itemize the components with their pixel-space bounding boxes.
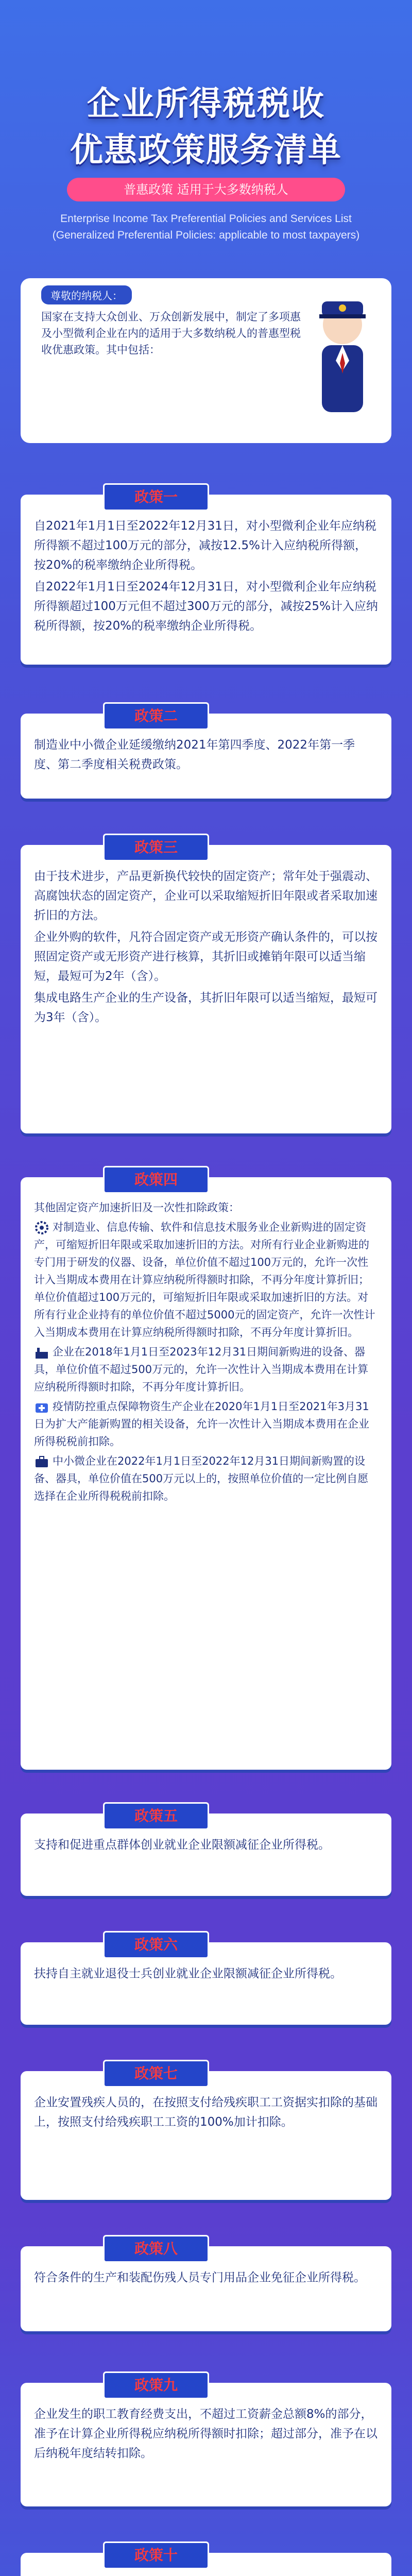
english-title-line1: Enterprise Income Tax Preferential Policies and Services List <box>60 213 352 225</box>
policy-text: 集成电路生产企业的生产设备，其折旧年限可以适当缩短，最短可为3年（含）。 <box>34 991 377 1024</box>
policy-text: 自2021年1月1日至2022年12月31日，对小型微利企业年应纳税所得额不超过100万元的部分，减按12.5%计入应纳税所得额，按20%的税率缴纳企业所得税。 <box>34 519 376 572</box>
gear-icon <box>34 1220 49 1235</box>
policy-label: 政策四 <box>103 1166 209 1194</box>
policy-card-6 <box>21 1936 391 2025</box>
policy-text: 扶持自主就业退役士兵创业就业企业限额减征企业所得税。 <box>34 1967 342 1980</box>
policy-text: 中小微企业在2022年1月1日至2022年12月31日期间新购置的设备、器具，单位价值在500万元以上的，按照单位价值的一定比例自愿选择在企业所得税税前扣除。 <box>34 1455 369 1502</box>
policy-label: 政策五 <box>103 1802 209 1830</box>
policy-text: 支持和促进重点群体创业就业企业限额减征企业所得税。 <box>34 1838 330 1852</box>
factory-icon <box>34 1345 49 1360</box>
policy-label: 政策十 <box>103 2541 209 2569</box>
policy-label: 政策二 <box>103 702 209 730</box>
policy-text: 企业安置残疾人员的，在按照支付给残疾职工工资据实扣除的基础上，按照支付给残疾职工工资的100%加计扣除。 <box>34 2096 377 2129</box>
policy-label: 政策八 <box>103 2235 209 2263</box>
policy-text: 对制造业、信息传输、软件和信息技术服务业企业新购进的固定资产，可缩短折旧年限或采取加速折旧的方法。对所有行业企业新购进的专门用于研发的仪器、设备，单位价值不超过100万元的，允许一次性计入当期成本费用在计算应纳税所得额时扣除，不再分年度计算折旧；单位价值超过100万元的，可缩短折旧年限或采取加速折旧的方法。对所有行业企业持有的单位价值不超过5000元的固定资产，允许一次性计入当期成本费用在计算应纳税所得额时扣除，不再分年度计算折旧。 <box>34 1221 375 1338</box>
policy-label: 政策七 <box>103 2060 209 2088</box>
policy-text: 其他固定资产加速折旧及一次性扣除政策： <box>34 1201 239 1214</box>
policy-text: 符合条件的生产和装配伤残人员专门用品企业免征企业所得税。 <box>34 2271 366 2284</box>
policy-card-1 <box>21 488 391 665</box>
policy-card-4 <box>21 1171 391 1770</box>
policy-text: 自2022年1月1日至2024年12月31日，对小型微利企业年应纳税所得额超过100万元但不超过300万元的部分，减按25%计入应纳税所得额，按20%的税率缴纳企业所得税。 <box>34 580 378 633</box>
intro-note <box>21 278 391 443</box>
policy-label: 政策六 <box>103 1931 209 1959</box>
policy-text: 由于技术进步，产品更新换代较快的固定资产；常年处于强震动、高腐蚀状态的固定资产，企业可以采取缩短折旧年限或者采取加速折旧的方法。 <box>34 870 377 922</box>
policy-card-2 <box>21 707 391 799</box>
page-title-line2: 优惠政策服务清单 <box>70 131 342 170</box>
policy-text: 疫情防控重点保障物资生产企业在2020年1月1日至2021年3月31日为扩大产能新购置的相关设备，允许一次性计入当期成本费用在企业所得税税前扣除。 <box>34 1400 369 1448</box>
intro-heading: 尊敬的纳税人： <box>41 285 132 304</box>
policy-card-9 <box>21 2377 391 2506</box>
english-title-line2: (Generalized Preferential Policies: applicable to most taxpayers) <box>52 229 360 241</box>
intro-body: 国家在支持大众创业、万众创新发展中，制定了多项惠及小型微利企业在内的适用于大多数纳税人的普惠型税收优惠政策。其中包括： <box>41 311 301 356</box>
policy-text: 制造业中小微企业延缓缴纳2021年第四季度、2022年第一季度、第二季度相关税费政策。 <box>34 738 355 771</box>
policy-card-7 <box>21 2065 391 2200</box>
hero <box>0 0 412 319</box>
policy-card-5 <box>21 1807 391 1896</box>
policy-text: 企业外购的软件，凡符合固定资产或无形资产确认条件的，可以按照固定资产或无形资产进行核算，其折旧或摊销年限可以适当缩短，最短可为2年（含）。 <box>34 930 377 983</box>
subtitle-ribbon: 普惠政策 适用于大多数纳税人 <box>67 178 345 201</box>
medical-kit-icon <box>34 1399 49 1415</box>
policy-card-8 <box>21 2240 391 2331</box>
policy-card-10 <box>21 2547 391 2576</box>
policy-card-3 <box>21 839 391 1133</box>
policy-label: 政策三 <box>103 834 209 861</box>
policy-text: 企业发生的职工教育经费支出，不超过工资薪金总额8%的部分，准予在计算企业所得税应纳税所得额时扣除；超过部分，准予在以后纳税年度结转扣除。 <box>34 2408 377 2460</box>
policy-label: 政策九 <box>103 2371 209 2399</box>
policy-text: 企业在2018年1月1日至2023年12月31日期间新购进的设备、器具，单位价值不超过500万元的，允许一次性计入当期成本费用在计算应纳税所得额时扣除，不再分年度计算折旧。 <box>34 1346 369 1393</box>
page-title-line1: 企业所得税税收 <box>87 85 325 123</box>
briefcase-icon <box>34 1454 49 1469</box>
tax-officer-illustration-icon <box>304 294 381 428</box>
policy-label: 政策一 <box>103 483 209 511</box>
